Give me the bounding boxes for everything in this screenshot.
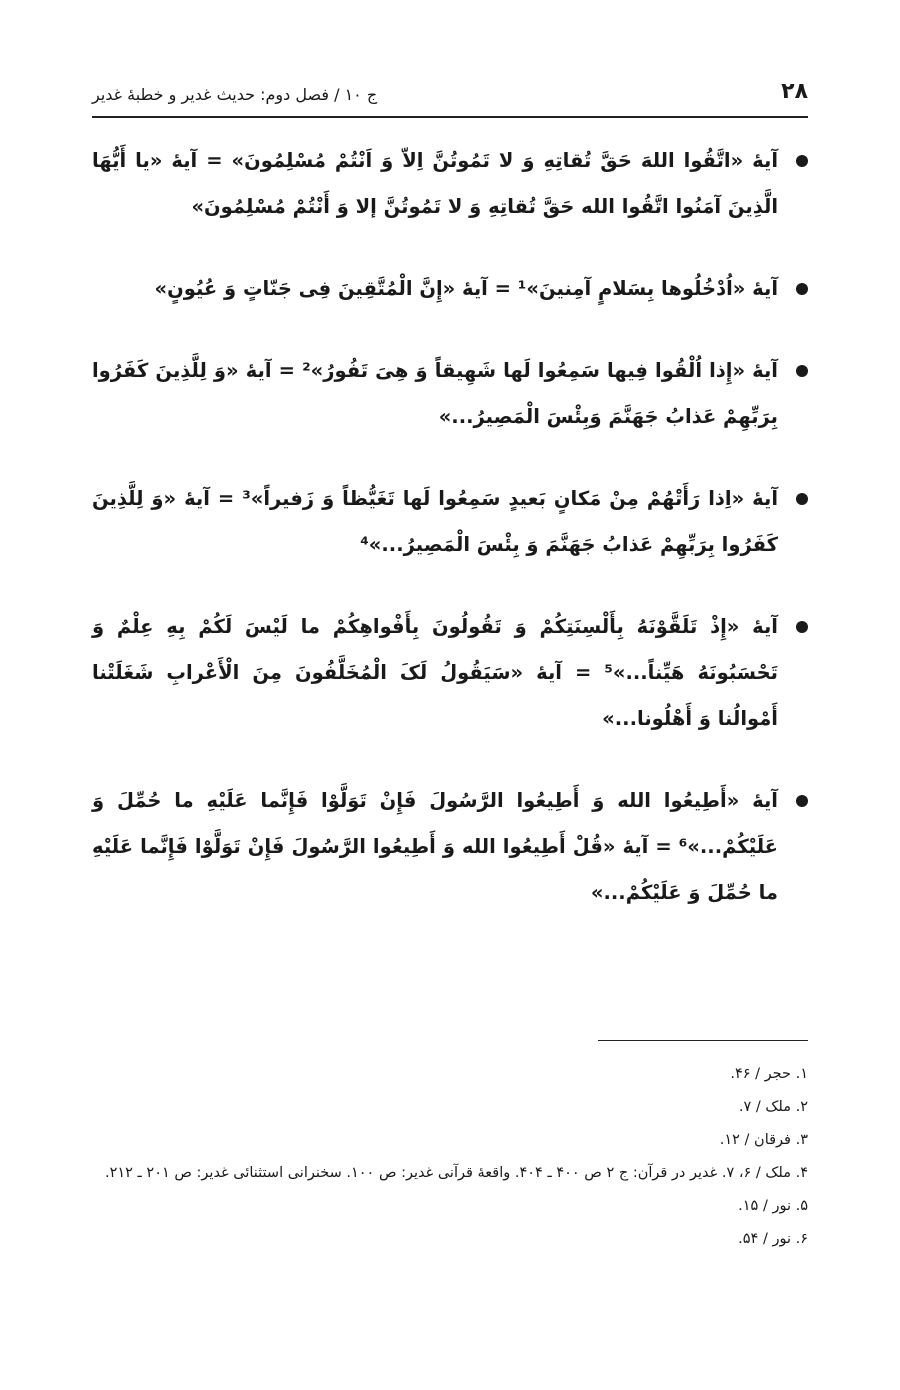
book-page xyxy=(92,0,808,1390)
footnote: ۶. نور / ۵۴. xyxy=(738,1231,808,1247)
verse-item xyxy=(92,476,808,568)
verse-item xyxy=(92,604,808,742)
header-rule xyxy=(92,116,808,118)
page-header xyxy=(92,78,808,118)
footnote: ۵. نور / ۱۵. xyxy=(738,1198,808,1214)
verse-text: آیهٔ «إِذْ تَلَقَّوْنَهُ بِأَلْسِنَتِکُمْ وَ تَقُولُونَ بِأَفْواهِکُمْ ما لَیْسَ لَکُمْ بِهِ عِلْمٌ وَ تَحْسَبُونَهُ هَیِّناً...»⁵ = آیهٔ «سَیَقُولُ لَکَ الْمُخَلَّفُونَ مِنَ الْأَعْرابِ شَغَلَتْنا أَمْوالُنا وَ أَهْلُونا...» xyxy=(92,615,778,730)
page-number: ۲۸ xyxy=(781,79,808,104)
verse-text: آیهٔ «اِذا رَأَتْهُمْ مِنْ مَکانٍ بَعیدٍ سَمِعُوا لَها تَغَیُّظاً وَ زَفیراً»³ = آیهٔ «وَ لِلَّذِینَ کَفَرُوا بِرَبِّهِمْ عَذابُ جَهَنَّمَ وَ بِئْسَ الْمَصِیرُ...»⁴ xyxy=(92,487,778,556)
verse-text: آیهٔ «اُدْخُلُوها بِسَلامٍ آمِنینَ»¹ = آیهٔ «إِنَّ الْمُتَّقِینَ فِی جَنّاتٍ وَ عُیُونٍ» xyxy=(154,277,778,300)
verse-item xyxy=(92,266,808,312)
verse-text: آیهٔ «أَطِیعُوا الله وَ أَطِیعُوا الرَّسُولَ فَإِنْ تَوَلَّوْا فَإِنَّما عَلَیْهِ ما حُمِّلَ وَ عَلَیْکُمْ...»⁶ = آیهٔ «قُلْ أَطِیعُوا الله وَ أَطِیعُوا الرَّسُولَ فَإِنْ تَوَلَّوْا فَإِنَّما عَلَیْهِ ما حُمِّلَ وَ عَلَیْکُمْ...» xyxy=(92,789,778,904)
footnote: ۴. ملک / ۶، ۷. غدیر در قرآن: ج ۲ ص ۴۰۰ ـ ۴۰۴. واقعهٔ قرآنی غدیر: ص ۱۰۰. سخنرانی استثنائی غدیر: ص ۲۰۱ ـ ۲۱۲. xyxy=(104,1165,808,1181)
running-title: ج ۱۰ / فصل دوم: حدیث غدیر و خطبهٔ غدیر xyxy=(92,85,378,104)
bullet-icon xyxy=(796,283,808,295)
verse-item xyxy=(92,138,808,230)
bullet-icon xyxy=(796,795,808,807)
verse-item xyxy=(92,778,808,916)
footnote-rule xyxy=(598,1040,808,1041)
footnote: ۳. فرقان / ۱۲. xyxy=(719,1132,808,1148)
verse-item xyxy=(92,348,808,440)
footnote-list xyxy=(92,1058,808,1256)
bullet-icon xyxy=(796,155,808,167)
footnote: ۱. حجر / ۴۶. xyxy=(730,1066,808,1082)
bullet-icon xyxy=(796,493,808,505)
verse-text: آیهٔ «إِذا اُلْقُوا فِیها سَمِعُوا لَها شَهِیقاً وَ هِیَ تَفُورُ»² = آیهٔ «وَ لِلَّذِینَ کَفَرُوا بِرَبِّهِمْ عَذابُ جَهَنَّمَ وَبِئْسَ الْمَصِیرُ...» xyxy=(92,359,778,428)
bullet-icon xyxy=(796,621,808,633)
footnote: ۲. ملک / ۷. xyxy=(738,1099,808,1115)
verse-text: آیهٔ «اتَّقُوا اللهَ حَقَّ تُقاتِهِ وَ لا تَمُوتُنَّ اِلاّ وَ اَنْتُمْ مُسْلِمُونَ» = آیهٔ «یا أَیُّهَا الَّذِینَ آمَنُوا اتَّقُوا الله حَقَّ تُقاتِهِ وَ لا تَمُوتُنَّ إلا وَ أَنْتُمْ مُسْلِمُونَ» xyxy=(92,149,778,218)
bullet-icon xyxy=(796,365,808,377)
verse-list xyxy=(92,138,808,952)
